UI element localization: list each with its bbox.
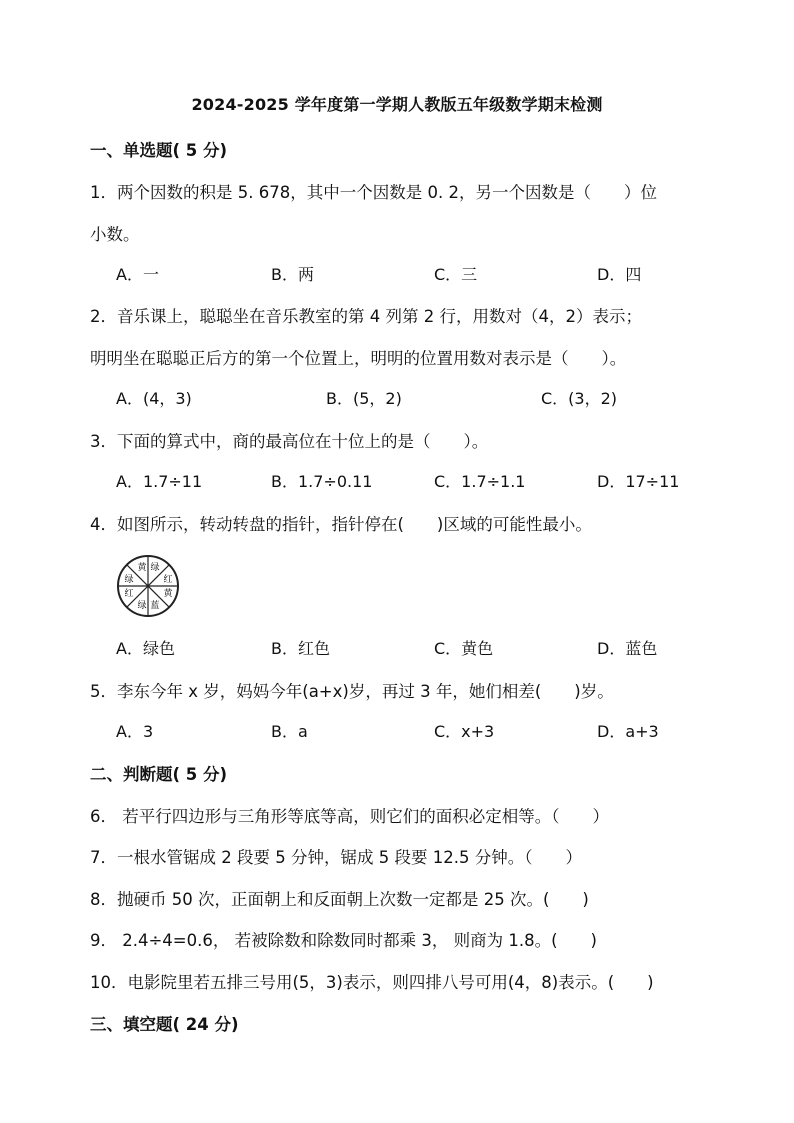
q4-stem: 4．如图所示，转动转盘的指针，指针停在( )区域的可能性最小。	[90, 515, 592, 534]
section-true-false: 二、判断题( 5 分)	[90, 765, 228, 784]
q1-option-c: C．三	[434, 265, 478, 284]
q2-option-b: B．(5，2)	[326, 389, 402, 408]
q2-stem-line1: 2．音乐课上，聪聪坐在音乐教室的第 4 列第 2 行，用数对（4，2）表示；	[90, 307, 642, 326]
wheel-label-6: 绿	[137, 601, 147, 611]
wheel-label-8: 绿	[124, 575, 134, 585]
q2-option-c: C．(3，2)	[541, 389, 618, 408]
q1-stem-line1: 1．两个因数的积是 5. 678，其中一个因数是 0. 2，另一个因数是（ ）位	[90, 183, 657, 202]
q1-option-d: D．四	[597, 265, 642, 284]
q9-statement: 9． 2.4÷4=0.6， 若被除数和除数同时都乘 3， 则商为 1.8。( )	[90, 931, 597, 950]
q3-stem: 3．下面的算式中，商的最高位在十位上的是（ ）。	[90, 432, 489, 451]
section-single-choice: 一、单选题( 5 分)	[90, 141, 228, 160]
section-fill-blank: 三、填空题( 24 分)	[90, 1015, 239, 1034]
q7-statement: 7．一根水管锯成 2 段要 5 分钟，锯成 5 段要 12.5 分钟。（ ）	[90, 848, 582, 867]
q5-stem: 5．李东今年 x 岁，妈妈今年(a+x)岁，再过 3 年，她们相差( )岁。	[90, 682, 614, 701]
q2-option-a: A．(4，3)	[116, 389, 192, 408]
q3-option-d: D．17÷11	[597, 472, 680, 491]
q4-option-a: A．绿色	[116, 639, 175, 658]
q3-option-b: B．1.7÷0.11	[271, 472, 373, 491]
spinner-wheel-figure	[116, 554, 180, 618]
q5-option-d: D．a+3	[597, 722, 659, 741]
q5-option-b: B．a	[271, 722, 308, 741]
wheel-label-7: 红	[124, 589, 134, 599]
q10-statement: 10．电影院里若五排三号用(5，3)表示，则四排八号可用(4，8)表示。( )	[90, 973, 654, 992]
page-title: 2024-2025 学年度第一学期人教版五年级数学期末检测	[191, 95, 603, 114]
q5-option-a: A．3	[116, 722, 154, 741]
wheel-label-5: 蓝	[150, 601, 160, 611]
q5-option-c: C．x+3	[434, 722, 495, 741]
wheel-label-2: 绿	[150, 563, 160, 573]
q1-stem-line2: 小数。	[90, 225, 140, 244]
q4-option-c: C．黄色	[434, 639, 494, 658]
q4-option-b: B．红色	[271, 639, 330, 658]
q4-option-d: D．蓝色	[597, 639, 658, 658]
q3-option-c: C．1.7÷1.1	[434, 472, 526, 491]
wheel-label-4: 黄	[163, 589, 173, 599]
q1-option-a: A．一	[116, 265, 159, 284]
wheel-label-3: 红	[163, 575, 173, 585]
wheel-label-1: 黄	[137, 563, 147, 573]
q1-option-b: B．两	[271, 265, 314, 284]
q6-statement: 6． 若平行四边形与三角形等底等高，则它们的面积必定相等。（ ）	[90, 807, 609, 826]
q3-option-a: A．1.7÷11	[116, 472, 203, 491]
q8-statement: 8．抛硬币 50 次，正面朝上和反面朝上次数一定都是 25 次。( )	[90, 890, 589, 909]
q2-stem-line2: 明明坐在聪聪正后方的第一个位置上，明明的位置用数对表示是（ ）。	[90, 349, 627, 368]
